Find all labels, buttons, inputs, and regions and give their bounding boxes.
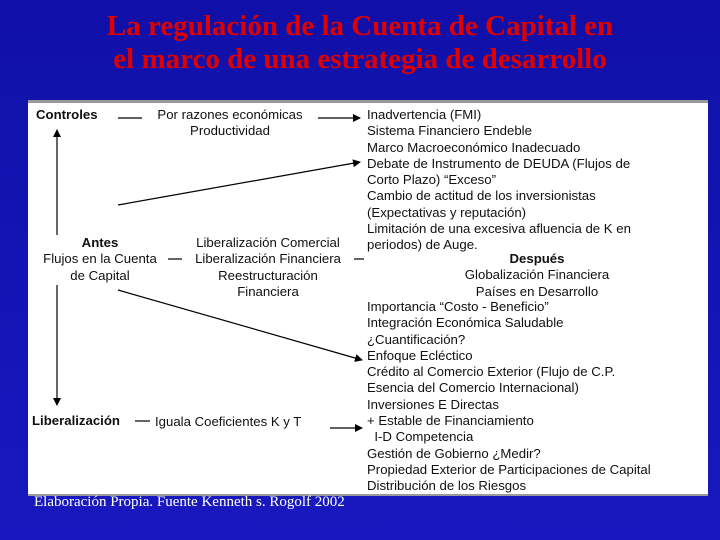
antes-line-1: Flujos en la Cuenta [43, 251, 157, 267]
title-line-2: el marco de una estrategia de desarrollo [113, 43, 607, 75]
despues-line-1: Globalización Financiera [464, 267, 610, 283]
right-block-2 [367, 299, 651, 495]
block1-item: Sistema Financiero Endeble [367, 123, 532, 139]
arrow-diagonal-lower [118, 290, 362, 360]
block1-item: Debate de Instrumento de DEUDA (Flujos de [367, 155, 631, 171]
liberalizaciones-block [178, 235, 358, 300]
despues-heading: Después [509, 251, 565, 266]
razones-line-2: Productividad [190, 123, 270, 139]
block2-item: Crédito al Comercio Exterior (Flujo de C.P. [367, 364, 616, 380]
liberalizaciones-line-4: Financiera [237, 283, 299, 299]
block2-item: Importancia “Costo - Beneficio” [367, 299, 549, 314]
block1-item: Marco Macroeconómico Inadecuado [367, 139, 581, 155]
liberalizaciones-line-3: Reestructuración [218, 267, 318, 283]
block2-item: Distribución de los Riesgos [367, 478, 527, 494]
antes-line-2: de Capital [70, 267, 130, 283]
block2-item: I-D Competencia [367, 429, 474, 445]
block1-item: Limitación de una excesiva afluencia de K en [367, 221, 631, 237]
block1-item: Corto Plazo) “Exceso” [367, 172, 496, 188]
label-liberalizacion: Liberalización [32, 413, 120, 428]
antes-heading: Antes [81, 235, 119, 250]
block2-item: Inversiones E Directas [367, 396, 499, 412]
arrow-diagonal-upper [118, 162, 360, 205]
label-controles: Controles [36, 107, 98, 122]
despues-block [437, 251, 637, 300]
block2-item: Propiedad Exterior de Participaciones de Capital [367, 461, 651, 477]
despues-line-2: Países en Desarrollo [475, 283, 599, 299]
liberalizaciones-line-1: Liberalización Comercial [196, 235, 340, 250]
right-block-1 [367, 107, 631, 254]
block1-item: Inadvertencia (FMI) [367, 107, 482, 122]
title-line-1: La regulación de la Cuenta de Capital en [106, 10, 614, 42]
block2-item: + Estable de Financiamiento [367, 413, 534, 429]
block2-item: Gestión de Gobierno ¿Medir? [367, 445, 541, 461]
antes-block [30, 235, 170, 284]
block1-item: Cambio de actitud de los inversionistas [367, 188, 596, 204]
block1-item: periodos) de Auge. [367, 237, 478, 253]
block2-item: Enfoque Ecléctico [367, 347, 473, 363]
block1-item: (Expectativas y reputación) [367, 204, 527, 220]
liberalizaciones-line-2: Liberalización Financiera [195, 251, 341, 267]
razones-line-1: Por razones económicas [157, 107, 303, 122]
source-footer: Elaboración Propia. Fuente Kenneth s. Rogolf 2002 [34, 494, 345, 510]
block2-item: ¿Cuantificación? [367, 331, 466, 347]
razones-block [142, 107, 318, 140]
block2-item: Esencia del Comercio Internacional) [367, 380, 579, 396]
label-iguala: Iguala Coeficientes K y T [155, 414, 302, 429]
block2-item: Integración Económica Saludable [367, 315, 564, 331]
